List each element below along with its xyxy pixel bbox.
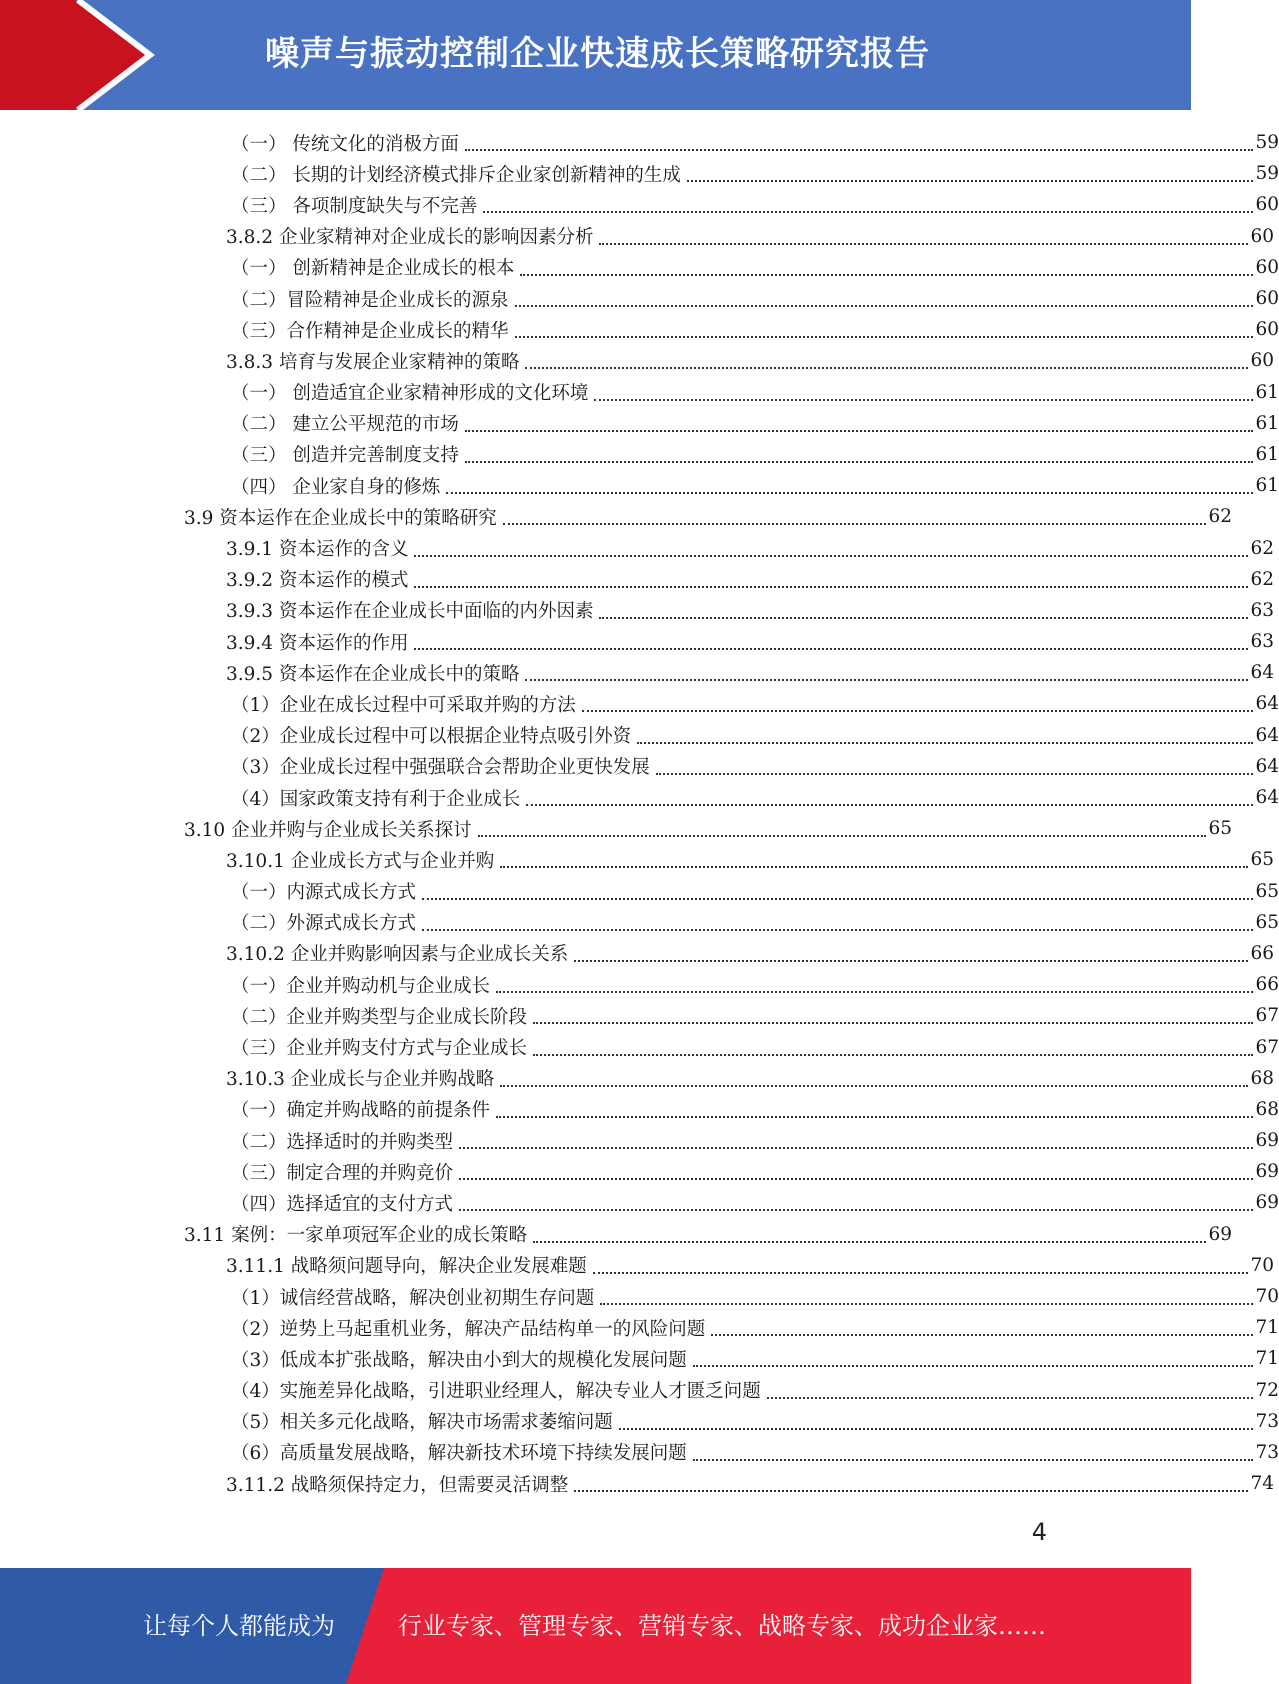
toc-entry[interactable] xyxy=(0,158,1279,189)
toc-entry[interactable] xyxy=(0,564,1274,595)
toc-dot-leader xyxy=(693,1364,1253,1367)
toc-dot-leader xyxy=(515,335,1253,338)
toc-entry-content xyxy=(231,878,1255,904)
toc-entry-content xyxy=(231,1159,1255,1185)
toc-dot-leader xyxy=(711,1333,1253,1336)
toc-entry[interactable] xyxy=(0,720,1279,751)
toc-entry-content xyxy=(231,1408,1255,1434)
toc-dot-leader xyxy=(687,179,1253,182)
toc-entry[interactable] xyxy=(0,439,1279,470)
toc-entry-content xyxy=(231,753,1255,779)
toc-entry-content xyxy=(231,691,1255,717)
toc-entry-page-number: 60 xyxy=(1255,319,1279,341)
toc-entry[interactable] xyxy=(0,595,1274,626)
toc-entry-label: 3.10 企业并购与企业成长关系探讨 xyxy=(184,819,472,841)
toc-entry-page-number: 60 xyxy=(1255,288,1279,310)
toc-entry[interactable] xyxy=(0,1312,1279,1343)
toc-dot-leader xyxy=(459,1177,1253,1180)
toc-entry-label: （2）逆势上马起重机业务，解决产品结构单一的风险问题 xyxy=(231,1318,706,1340)
toc-entry[interactable] xyxy=(0,1468,1274,1499)
toc-entry-label: （一）企业并购动机与企业成长 xyxy=(231,975,491,997)
toc-dot-leader xyxy=(767,1396,1253,1399)
toc-entry-label: 3.8.3 培育与发展企业家精神的策略 xyxy=(226,351,520,373)
toc-entry-page-number: 60 xyxy=(1255,256,1279,278)
toc-entry-label: （3）低成本扩张战略，解决由小到大的规模化发展问题 xyxy=(231,1349,687,1371)
toc-entry-page-number: 62 xyxy=(1208,506,1232,528)
toc-entry-content xyxy=(226,1065,1250,1091)
toc-entry-label: （1）诚信经营战略，解决创业初期生存问题 xyxy=(231,1287,595,1309)
page-number: 4 xyxy=(1031,1518,1047,1546)
toc-entry[interactable] xyxy=(0,532,1274,563)
toc-entry-page-number: 73 xyxy=(1255,1441,1279,1463)
toc-dot-leader xyxy=(656,772,1253,775)
toc-entry-page-number: 63 xyxy=(1250,631,1274,653)
toc-entry-page-number: 69 xyxy=(1255,1161,1279,1183)
toc-dot-leader xyxy=(496,1115,1253,1118)
toc-entry[interactable] xyxy=(0,938,1274,969)
toc-entry-page-number: 64 xyxy=(1255,724,1279,746)
toc-entry-label: （6）高质量发展战略，解决新技术环境下持续发展问题 xyxy=(231,1443,687,1465)
toc-entry-page-number: 62 xyxy=(1250,568,1274,590)
toc-entry-label: （二）选择适时的并购类型 xyxy=(231,1131,454,1153)
toc-entry[interactable] xyxy=(0,782,1279,813)
toc-entry-page-number: 64 xyxy=(1255,755,1279,777)
toc-dot-leader xyxy=(503,522,1206,525)
toc-entry[interactable] xyxy=(0,1250,1274,1281)
toc-entry-content xyxy=(226,847,1250,873)
toc-entry-content xyxy=(226,940,1250,966)
toc-entry-label: 3.9.2 资本运作的模式 xyxy=(226,570,409,592)
toc-entry[interactable] xyxy=(0,969,1279,1000)
toc-entry[interactable] xyxy=(0,283,1279,314)
toc-entry-page-number: 72 xyxy=(1255,1379,1279,1401)
toc-entry[interactable] xyxy=(0,751,1279,782)
toc-entry[interactable] xyxy=(0,1406,1279,1437)
footer-slogan-right: 行业专家、管理专家、营销专家、战略专家、成功企业家…… xyxy=(398,1612,1046,1640)
toc-entry-content xyxy=(226,535,1250,561)
toc-entry-page-number: 65 xyxy=(1250,849,1274,871)
toc-entry[interactable] xyxy=(0,813,1232,844)
toc-entry-label: 3.10.3 企业成长与企业并购战略 xyxy=(226,1069,495,1091)
toc-entry[interactable] xyxy=(0,314,1279,345)
toc-entry-content xyxy=(226,629,1250,655)
toc-entry-content xyxy=(184,1221,1208,1247)
toc-entry-content xyxy=(226,660,1250,686)
toc-entry-label: 3.8.2 企业家精神对企业成长的影响因素分析 xyxy=(226,227,594,249)
toc-entry-page-number: 61 xyxy=(1255,475,1279,497)
toc-dot-leader xyxy=(422,928,1253,931)
toc-entry-page-number: 68 xyxy=(1255,1098,1279,1120)
toc-entry[interactable] xyxy=(0,876,1279,907)
toc-entry-label: 3.9 资本运作在企业成长中的策略研究 xyxy=(184,507,497,529)
toc-entry-page-number: 60 xyxy=(1255,194,1279,216)
toc-dot-leader xyxy=(422,897,1253,900)
toc-dot-leader xyxy=(446,491,1253,494)
toc-entry-page-number: 60 xyxy=(1250,350,1274,372)
toc-entry[interactable] xyxy=(0,1125,1279,1156)
toc-dot-leader xyxy=(600,1302,1253,1305)
toc-entry-page-number: 69 xyxy=(1208,1223,1232,1245)
toc-entry-content xyxy=(231,785,1255,811)
toc-dot-leader xyxy=(500,865,1248,868)
toc-entry-label: 3.10.2 企业并购影响因素与企业成长关系 xyxy=(226,944,569,966)
toc-entry-page-number: 64 xyxy=(1255,787,1279,809)
toc-entry-label: （二）外源式成长方式 xyxy=(231,913,417,935)
report-title: 噪声与振动控制企业快速成长策略研究报告 xyxy=(265,34,930,74)
toc-entry[interactable] xyxy=(0,127,1279,158)
toc-entry-page-number: 66 xyxy=(1250,942,1274,964)
toc-entry[interactable] xyxy=(0,1187,1279,1218)
toc-entry-label: （一）内源式成长方式 xyxy=(231,882,417,904)
toc-entry-page-number: 68 xyxy=(1250,1067,1274,1089)
toc-dot-leader xyxy=(525,366,1248,369)
toc-entry-page-number: 74 xyxy=(1250,1473,1274,1495)
report-header xyxy=(0,0,1191,110)
toc-dot-leader xyxy=(637,741,1253,744)
toc-entry-label: （二） 长期的计划经济模式排斥企业家创新精神的生成 xyxy=(231,164,681,186)
toc-entry[interactable] xyxy=(0,1437,1279,1468)
toc-entry-content xyxy=(226,1252,1250,1278)
toc-entry[interactable] xyxy=(0,1156,1279,1187)
toc-entry-page-number: 70 xyxy=(1255,1286,1279,1308)
toc-entry-page-number: 70 xyxy=(1250,1254,1274,1276)
toc-dot-leader xyxy=(500,1084,1248,1087)
toc-entry-content xyxy=(231,1003,1255,1029)
toc-entry-content xyxy=(231,1284,1255,1310)
toc-entry-label: 3.10.1 企业成长方式与企业并购 xyxy=(226,850,495,872)
toc-entry-page-number: 62 xyxy=(1250,537,1274,559)
toc-entry[interactable] xyxy=(0,1343,1279,1374)
toc-entry[interactable] xyxy=(0,408,1279,439)
toc-entry[interactable] xyxy=(0,657,1274,688)
toc-dot-leader xyxy=(599,616,1248,619)
toc-dot-leader xyxy=(574,959,1248,962)
toc-dot-leader xyxy=(459,1208,1253,1211)
toc-entry[interactable] xyxy=(0,626,1274,657)
toc-entry-page-number: 64 xyxy=(1255,693,1279,715)
toc-entry-label: （一）确定并购战略的前提条件 xyxy=(231,1100,491,1122)
toc-entry-page-number: 71 xyxy=(1255,1348,1279,1370)
toc-entry-page-number: 61 xyxy=(1255,443,1279,465)
toc-entry[interactable] xyxy=(0,1219,1232,1250)
toc-entry-label: 3.11.2 战略须保持定力，但需要灵活调整 xyxy=(226,1474,569,1496)
toc-entry[interactable] xyxy=(0,907,1279,938)
toc-entry-page-number: 69 xyxy=(1255,1130,1279,1152)
toc-entry-page-number: 67 xyxy=(1255,1036,1279,1058)
toc-dot-leader xyxy=(526,803,1253,806)
toc-dot-leader xyxy=(459,1146,1253,1149)
toc-entry-content xyxy=(231,1190,1255,1216)
toc-dot-leader xyxy=(582,709,1253,712)
toc-entry-label: 3.11.1 战略须问题导向，解决企业发展难题 xyxy=(226,1256,587,1278)
toc-entry-content xyxy=(231,379,1255,405)
toc-entry-page-number: 66 xyxy=(1255,974,1279,996)
toc-dot-leader xyxy=(520,273,1253,276)
toc-entry-label: （三） 各项制度缺失与不完善 xyxy=(231,195,478,217)
toc-entry-label: （四） 企业家自身的修炼 xyxy=(231,476,441,498)
toc-entry-content xyxy=(231,1034,1255,1060)
toc-entry-content xyxy=(226,223,1250,249)
toc-entry[interactable] xyxy=(0,844,1274,875)
toc-dot-leader xyxy=(496,990,1253,993)
toc-entry-page-number: 59 xyxy=(1255,163,1279,185)
toc-entry-page-number: 65 xyxy=(1255,911,1279,933)
toc-entry[interactable] xyxy=(0,688,1279,719)
toc-entry-label: 3.9.5 资本运作在企业成长中的策略 xyxy=(226,663,520,685)
toc-entry-label: （一） 传统文化的消极方面 xyxy=(231,133,459,155)
toc-entry-content xyxy=(231,317,1255,343)
toc-entry-label: （二） 建立公平规范的市场 xyxy=(231,414,459,436)
toc-dot-leader xyxy=(465,148,1253,151)
toc-entry-page-number: 71 xyxy=(1255,1317,1279,1339)
toc-entry[interactable] xyxy=(0,1281,1279,1312)
toc-entry-content xyxy=(231,1315,1255,1341)
toc-entry-page-number: 73 xyxy=(1255,1410,1279,1432)
toc-entry[interactable] xyxy=(0,470,1279,501)
toc-dot-leader xyxy=(414,647,1248,650)
toc-entry-label: （2）企业成长过程中可以根据企业特点吸引外资 xyxy=(231,726,632,748)
toc-entry-label: 3.11 案例：一家单项冠军企业的成长策略 xyxy=(184,1225,528,1247)
toc-entry-label: （二）冒险精神是企业成长的源泉 xyxy=(231,289,509,311)
toc-entry-content xyxy=(184,504,1208,530)
toc-dot-leader xyxy=(533,1021,1253,1024)
toc-entry-label: 3.9.3 资本运作在企业成长中面临的内外因素 xyxy=(226,601,594,623)
toc-entry[interactable] xyxy=(0,501,1232,532)
toc-entry-label: （一） 创造适宜企业家精神形成的文化环境 xyxy=(231,383,589,405)
toc-dot-leader xyxy=(533,1240,1206,1243)
toc-entry-label: （四）选择适宜的支付方式 xyxy=(231,1193,454,1215)
toc-entry-page-number: 69 xyxy=(1255,1192,1279,1214)
toc-entry-label: （三）合作精神是企业成长的精华 xyxy=(231,320,509,342)
toc-entry-content xyxy=(231,161,1255,187)
toc-entry[interactable] xyxy=(0,189,1279,220)
toc-dot-leader xyxy=(515,304,1253,307)
toc-entry-content xyxy=(231,441,1255,467)
toc-entry-label: 3.9.1 资本运作的含义 xyxy=(226,539,409,561)
toc-entry-content xyxy=(231,972,1255,998)
toc-entry-label: （1）企业在成长过程中可采取并购的方法 xyxy=(231,694,576,716)
toc-dot-leader xyxy=(619,1427,1253,1430)
toc-entry-page-number: 61 xyxy=(1255,381,1279,403)
toc-dot-leader xyxy=(533,1053,1253,1056)
toc-entry[interactable] xyxy=(0,1031,1279,1062)
toc-dot-leader xyxy=(478,834,1206,837)
toc-entry-content xyxy=(226,1471,1250,1497)
toc-dot-leader xyxy=(414,585,1248,588)
toc-entry-label: 3.9.4 资本运作的作用 xyxy=(226,632,409,654)
toc-entry-content xyxy=(231,254,1255,280)
toc-dot-leader xyxy=(465,429,1253,432)
toc-entry[interactable] xyxy=(0,1375,1279,1406)
toc-entry-content xyxy=(231,410,1255,436)
toc-entry-content xyxy=(231,1128,1255,1154)
toc-entry[interactable] xyxy=(0,1063,1274,1094)
toc-entry-label: （4）国家政策支持有利于企业成长 xyxy=(231,788,521,810)
toc-dot-leader xyxy=(414,554,1248,557)
toc-entry[interactable] xyxy=(0,1094,1279,1125)
toc-entry-label: （一） 创新精神是企业成长的根本 xyxy=(231,258,515,280)
toc-entry-page-number: 64 xyxy=(1250,662,1274,684)
footer-slogan-left: 让每个人都能成为 xyxy=(143,1612,335,1640)
toc-entry-page-number: 61 xyxy=(1255,412,1279,434)
toc-entry-label: （3）企业成长过程中强强联合会帮助企业更快发展 xyxy=(231,757,650,779)
toc-entry-page-number: 65 xyxy=(1255,880,1279,902)
toc-entry-content xyxy=(226,348,1250,374)
table-of-contents xyxy=(0,127,1279,1499)
toc-entry-content xyxy=(226,566,1250,592)
toc-entry[interactable] xyxy=(0,252,1279,283)
toc-entry[interactable] xyxy=(0,221,1274,252)
toc-entry-content xyxy=(231,1096,1255,1122)
toc-entry-content xyxy=(231,286,1255,312)
toc-entry-content xyxy=(231,473,1255,499)
footer-banner xyxy=(0,1568,1191,1684)
toc-dot-leader xyxy=(594,398,1253,401)
toc-dot-leader xyxy=(693,1458,1253,1461)
toc-dot-leader xyxy=(599,242,1248,245)
toc-entry-label: （三） 创造并完善制度支持 xyxy=(231,445,459,467)
toc-entry-content xyxy=(231,1346,1255,1372)
toc-entry-page-number: 60 xyxy=(1250,225,1274,247)
toc-dot-leader xyxy=(483,210,1253,213)
toc-dot-leader xyxy=(465,460,1253,463)
toc-entry-page-number: 67 xyxy=(1255,1005,1279,1027)
toc-dot-leader xyxy=(574,1489,1248,1492)
toc-entry[interactable] xyxy=(0,377,1279,408)
toc-entry-content xyxy=(231,909,1255,935)
toc-entry-content xyxy=(226,597,1250,623)
toc-entry-content xyxy=(184,816,1208,842)
toc-entry-label: （二）企业并购类型与企业成长阶段 xyxy=(231,1006,528,1028)
toc-entry-label: （三）企业并购支付方式与企业成长 xyxy=(231,1038,528,1060)
toc-entry-page-number: 65 xyxy=(1208,818,1232,840)
toc-entry-label: （三）制定合理的并购竞价 xyxy=(231,1162,454,1184)
toc-entry-label: （4）实施差异化战略，引进职业经理人，解决专业人才匮乏问题 xyxy=(231,1381,761,1403)
toc-entry[interactable] xyxy=(0,1000,1279,1031)
toc-entry-page-number: 63 xyxy=(1250,599,1274,621)
header-chevron-graphic xyxy=(0,0,160,110)
toc-entry[interactable] xyxy=(0,345,1274,376)
toc-entry-content xyxy=(231,1377,1255,1403)
toc-entry-content xyxy=(231,1439,1255,1465)
toc-entry-content xyxy=(231,722,1255,748)
toc-entry-content xyxy=(231,192,1255,218)
toc-dot-leader xyxy=(525,678,1248,681)
toc-entry-content xyxy=(231,130,1255,156)
toc-dot-leader xyxy=(593,1271,1248,1274)
toc-entry-label: （5）相关多元化战略，解决市场需求萎缩问题 xyxy=(231,1412,613,1434)
toc-entry-page-number: 59 xyxy=(1255,132,1279,154)
